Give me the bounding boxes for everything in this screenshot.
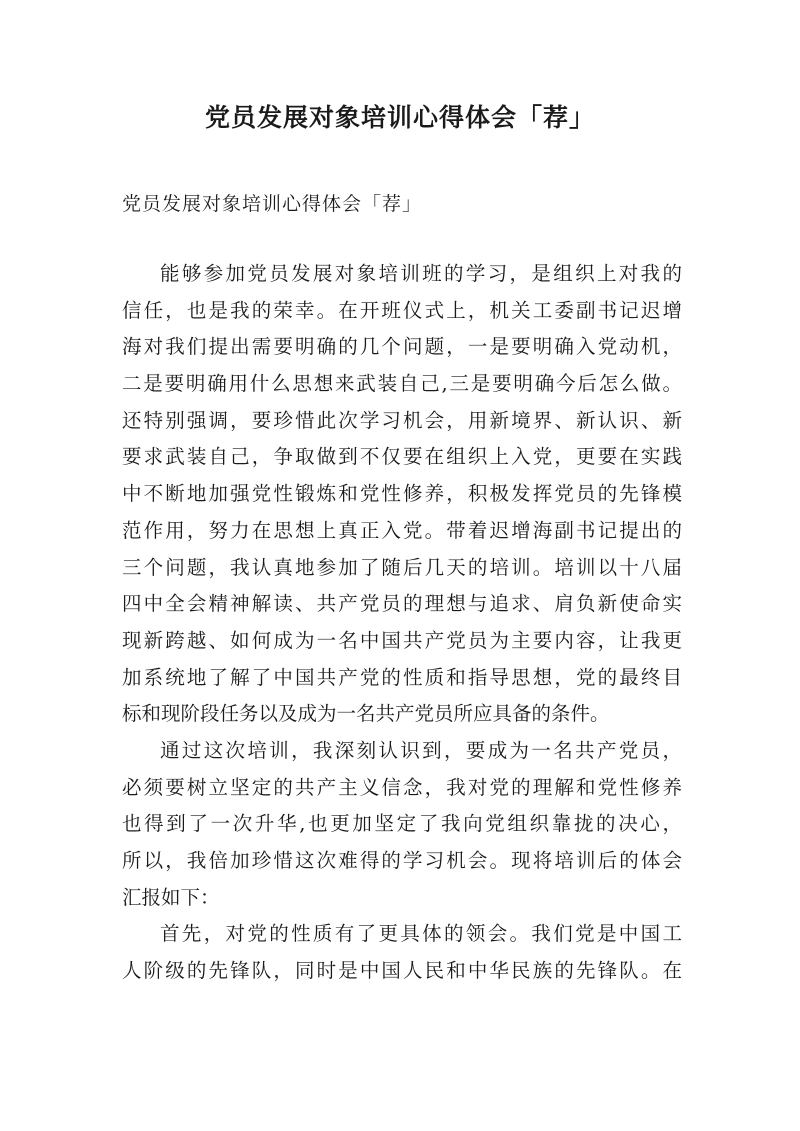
text-line: 海对我们提出需要明确的几个问题，一是要明确入党动机， xyxy=(122,335,682,359)
text-line: 要求武装自己，争取做到不仅要在组织上入党，更要在实践 xyxy=(122,445,682,469)
text-line: 通过这次培训，我深刻认识到，要成为一名共产党员， xyxy=(160,738,682,762)
document-title: 党员发展对象培训心得体会「荐」 xyxy=(204,103,595,132)
paragraph-2 xyxy=(122,733,682,916)
paragraph-3 xyxy=(122,916,682,989)
text-line: 中不断地加强党性锻炼和党性修养，积极发挥党员的先锋模 xyxy=(122,482,682,506)
text-line: 还特别强调，要珍惜此次学习机会，用新境界、新认识、新 xyxy=(122,408,682,432)
text-line: 范作用，努力在思想上真正入党。带着迟增海副书记提出的 xyxy=(122,518,682,542)
text-line: 首先，对党的性质有了更具体的领会。我们党是中国工 xyxy=(160,922,682,946)
text-line: 能够参加党员发展对象培训班的学习，是组织上对我的 xyxy=(160,262,682,285)
text-line: 四中全会精神解读、共产党员的理想与追求、肩负新使命实 xyxy=(122,592,682,616)
text-line: 二是要明确用什么思想来武装自己,三是要明确今后怎么做。 xyxy=(122,372,682,396)
text-line: 加系统地了解了中国共产党的性质和指导思想，党的最终目 xyxy=(122,665,682,689)
text-line: 也得到了一次升华,也更加坚定了我向党组织靠拢的决心， xyxy=(122,812,682,836)
text-line: 必须要树立坚定的共产主义信念，我对党的理解和党性修养 xyxy=(122,775,682,799)
text-line: 汇报如下： xyxy=(122,885,220,909)
document-subtitle: 党员发展对象培训心得体会「荐」 xyxy=(122,193,423,215)
text-line: 人阶级的先锋队，同时是中国人民和中华民族的先锋队。在 xyxy=(122,959,682,983)
text-line: 三个问题，我认真地参加了随后几天的培训。培训以十八届 xyxy=(122,555,682,579)
text-line: 现新跨越、如何成为一名中国共产党员为主要内容，让我更 xyxy=(122,628,682,652)
text-line: 信任，也是我的荣幸。在开班仪式上，机关工委副书记迟增 xyxy=(122,298,682,322)
paragraph-1 xyxy=(122,256,682,733)
text-line: 标和现阶段任务以及成为一名共产党员所应具备的条件。 xyxy=(122,702,610,726)
text-line: 所以，我倍加珍惜这次难得的学习机会。现将培训后的体会 xyxy=(122,849,682,872)
document-body xyxy=(122,256,682,990)
